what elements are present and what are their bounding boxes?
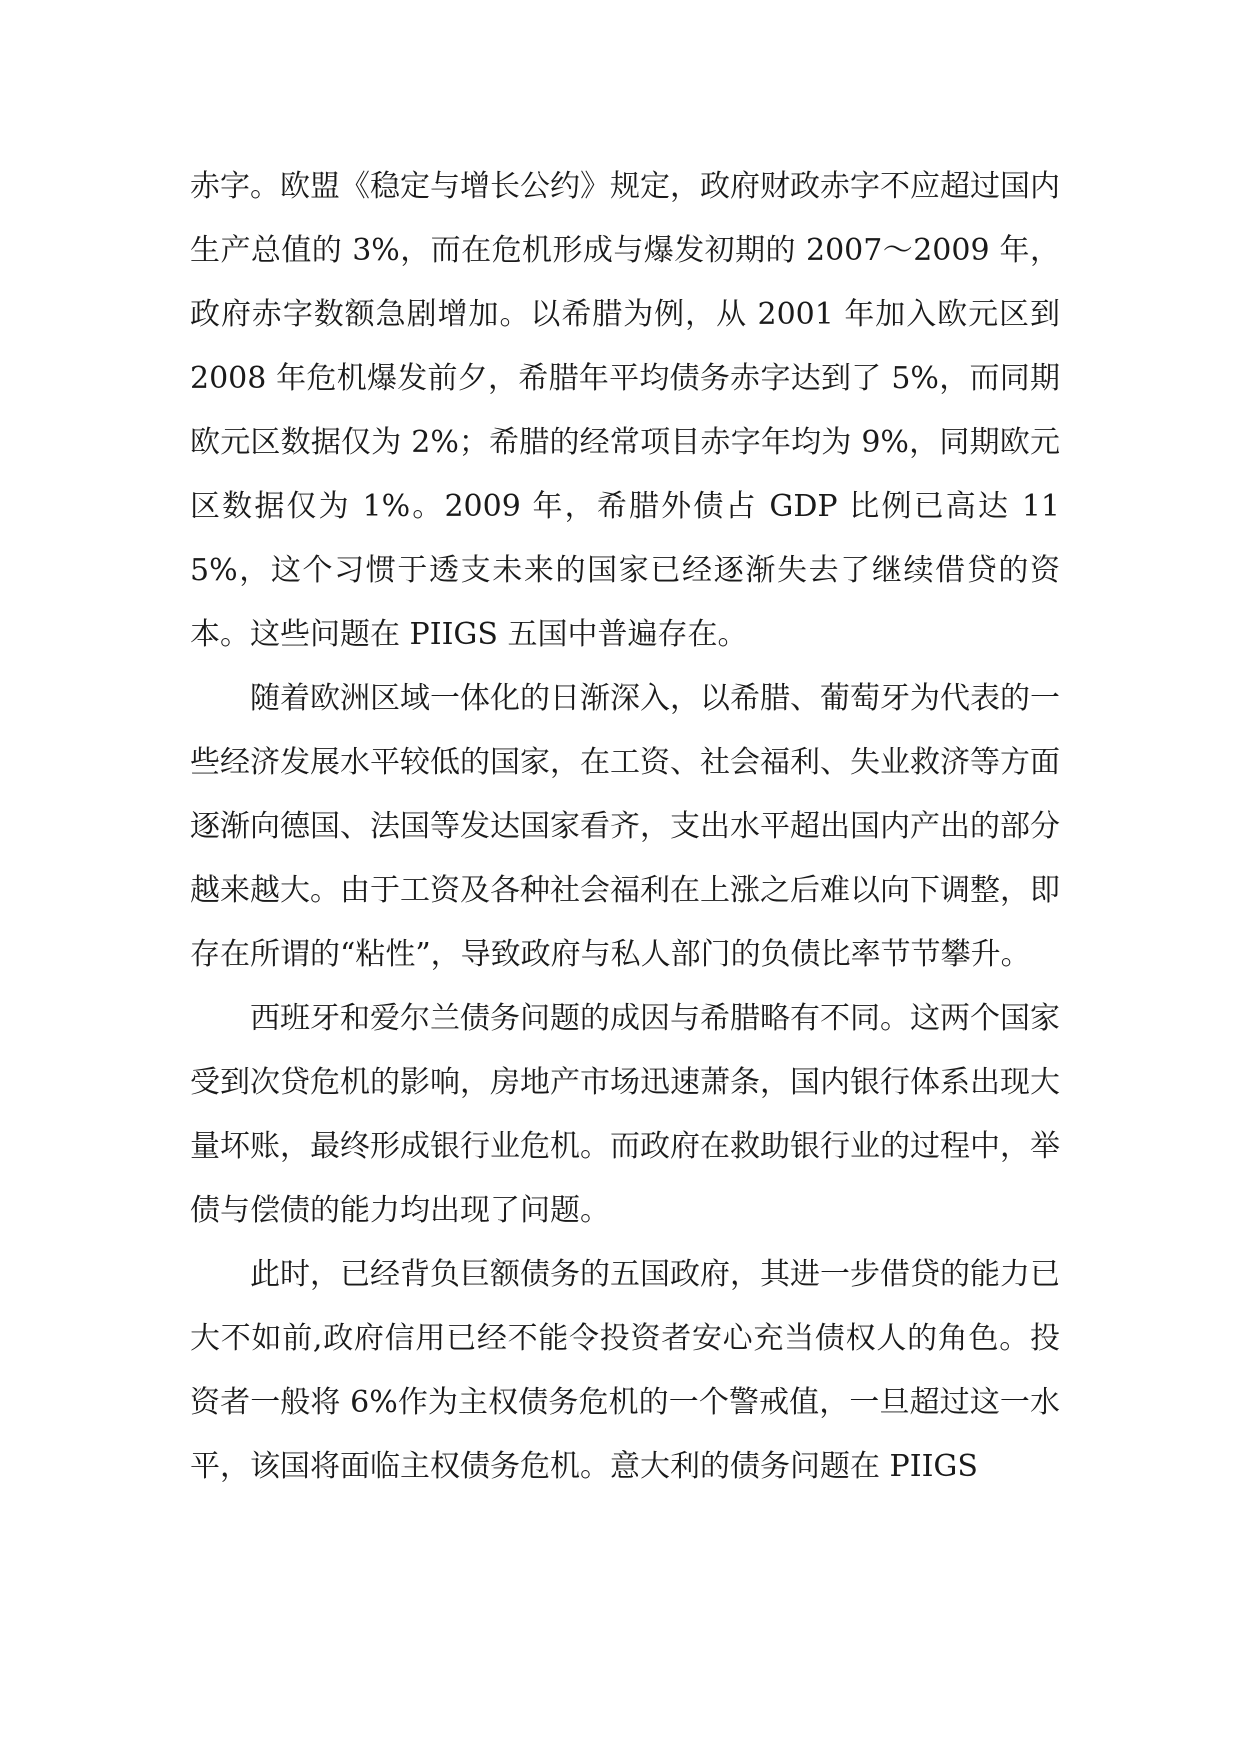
paragraph-1: 赤字。欧盟《稳定与增长公约》规定，政府财政赤字不应超过国内生产总值的 3%，而在危机形成与爆发初期的 2007～2009 年，政府赤字数额急剧增加。以希腊为例，从 2001 年加入欧元区到 2008 年危机爆发前夕，希腊年平均债务赤字达到了 5%，而同期欧元区数据仅为 2%；希腊的经常项目赤字年均为 9%，同期欧元区数据仅为 1%。2009 年，希腊外债占 GDP 比例已高达 115%，这个习惯于透支未来的国家已经逐渐失去了继续借贷的资本。这些问题在 PIIGS 五国中普遍存在。 [190, 169, 1060, 652]
paragraph-4: 此时，已经背负巨额债务的五国政府，其进一步借贷的能力已大不如前,政府信用已经不能令投资者安心充当债权人的角色。投资者一般将 6%作为主权债务危机的一个警戒值，一旦超过这一水平，该国将面临主权债务危机。意大利的债务问题在 PIIGS [190, 1257, 1060, 1484]
document-body [190, 155, 1060, 1499]
paragraph-3: 西班牙和爱尔兰债务问题的成因与希腊略有不同。这两个国家受到次贷危机的影响，房地产市场迅速萧条，国内银行体系出现大量坏账，最终形成银行业危机。而政府在救助银行业的过程中，举债与偿债的能力均出现了问题。 [190, 1001, 1060, 1228]
paragraph-2: 随着欧洲区域一体化的日渐深入，以希腊、葡萄牙为代表的一些经济发展水平较低的国家，在工资、社会福利、失业救济等方面逐渐向德国、法国等发达国家看齐，支出水平超出国内产出的部分越来越大。由于工资及各种社会福利在上涨之后难以向下调整，即存在所谓的“粘性”，导致政府与私人部门的负债比率节节攀升。 [190, 681, 1060, 972]
